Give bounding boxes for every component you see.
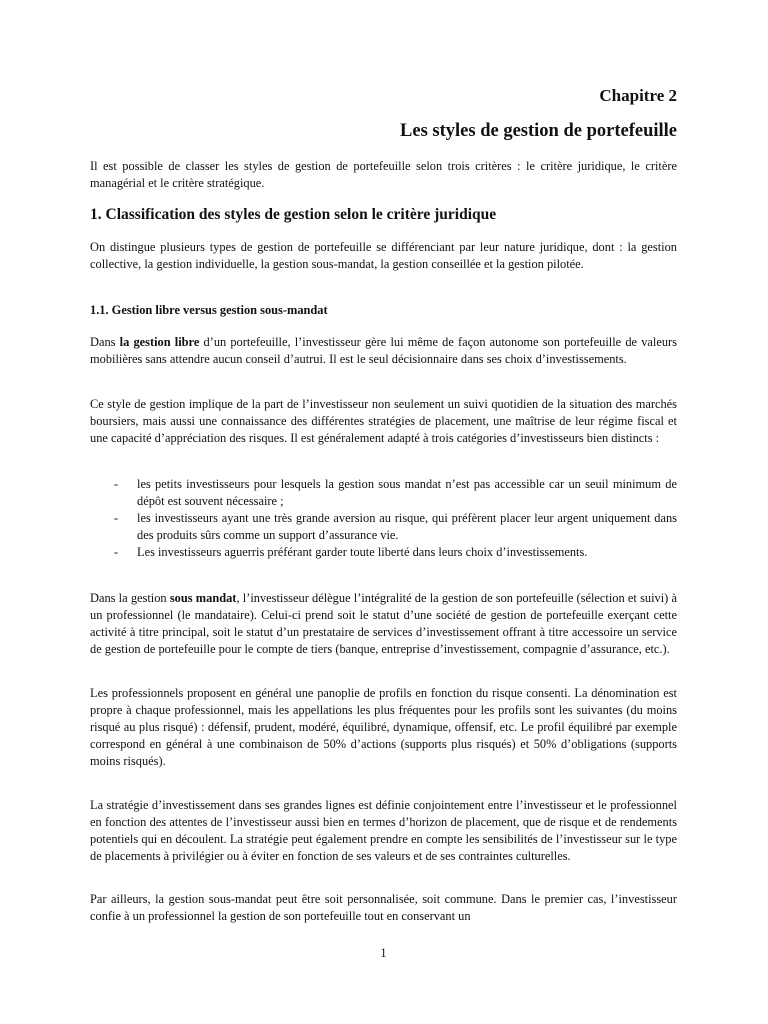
gestion-libre-paragraph: Dans la gestion libre d’un portefeuille, l’investisseur gère lui même de façon autonome son portefeuille de valeurs mobilières sans attendre aucun conseil d’autrui. Il est le seul décisionnaire dans ses choix d’investissements. xyxy=(90,335,677,366)
sous-mandat-paragraph: Dans la gestion sous mandat, l’investisseur délègue l’intégralité de la gestion de son portefeuille (sélection et suivi) à un professionnel (le mandataire). Celui-ci prend soit le statut d’une société de gestion de portefeuille exerçant cette activité à titre principal, soit le statut d’un prestataire de services d’investissement offrant à titre accessoire un service de gestion de portefeuille pour le compte de tiers (banque, entreprise d’investissement, compagnie d’assurance, etc.). xyxy=(90,591,678,656)
sous-mandat-term: sous mandat xyxy=(169,591,237,605)
subsection-heading: 1.1. Gestion libre versus gestion sous-mandat xyxy=(90,303,328,317)
list-item: - Les investisseurs aguerris préférant garder toute liberté dans leurs choix d’investissements. xyxy=(90,544,677,561)
list-item: - les petits investisseurs pour lesquels la gestion sous mandat n’est pas accessible car un seuil minimum de dépôt est souvent nécessaire ; xyxy=(90,476,677,510)
strategie-paragraph: La stratégie d’investissement dans ses grandes lignes est définie conjointement entre l’investisseur et le professionnel en fonction des attentes de l’investisseur aussi bien en termes d’horizon de placement, que de risque et de rendements potentiels qui en découlent. La stratégie peut également prendre en compte les sensibilités de l’investisseur sur le type de placements à privilégier ou à éviter en fonction de ses valeurs et de ses contraintes culturelles. xyxy=(90,798,677,863)
ailleurs-paragraph: Par ailleurs, la gestion sous-mandat peut être soit personnalisée, soit commune. Dans le premier cas, l’investisseur confie à un professionnel la gestion de son portefeuille tout en conservant un xyxy=(90,892,677,923)
page-number: 1 xyxy=(380,946,387,960)
intro-paragraph: Il est possible de classer les styles de gestion de portefeuille selon trois critères : le critère juridique, le critère managérial et le critère stratégique. xyxy=(90,159,677,190)
section-heading: 1. Classification des styles de gestion selon le critère juridique xyxy=(90,206,497,223)
section-paragraph: On distingue plusieurs types de gestion de portefeuille se différenciant par leur nature juridique, dont : la gestion collective, la gestion individuelle, la gestion sous-mandat, la gestion conseillée et la gestion pilotée. xyxy=(90,240,677,271)
gestion-libre-term: la gestion libre xyxy=(119,335,200,349)
investor-list xyxy=(90,476,677,561)
profils-paragraph: Les professionnels proposent en général une panoplie de profils en fonction du risque consenti. La dénomination est propre à chaque professionnel, mais les appellations les plus fréquentes pour les profils sont les suivantes (du moins risqué au plus risqué) : défensif, prudent, modéré, équilibré, dynamique, offensif, etc. Le profil équilibré par exemple correspond en général à une combinaison de 50% d’actions (supports plus risqués) et 50% d’obligations (supports moins risqués). xyxy=(90,686,677,768)
list-item: - les investisseurs ayant une très grande aversion au risque, qui préfèrent placer leur argent uniquement dans des produits sûrs comme un support d’assurance vie. xyxy=(90,510,677,544)
chapter-label: Chapitre 2 xyxy=(599,86,677,105)
style-paragraph: Ce style de gestion implique de la part de l’investisseur non seulement un suivi quotidien de la situation des marchés boursiers, mais aussi une connaissance des différentes stratégies de placement, une maîtrise de leur régime fiscal et une capacité d’appréciation des risques. Il est généralement adapté à trois catégories d’investisseurs bien distincts : xyxy=(90,397,677,445)
page-title: Les styles de gestion de portefeuille xyxy=(400,121,677,141)
